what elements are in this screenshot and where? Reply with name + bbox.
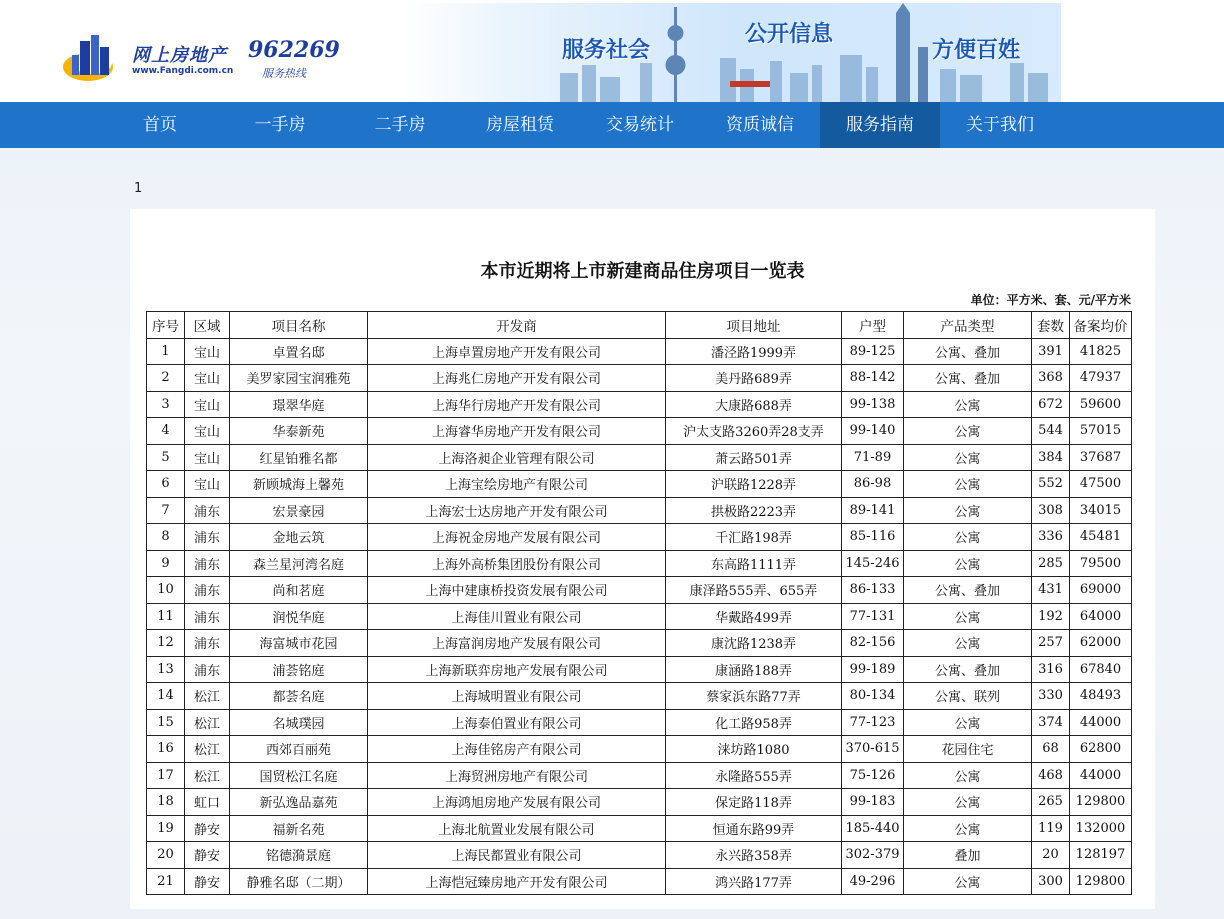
- hotline-number: 962269: [248, 37, 340, 63]
- table-cell: 45481: [1070, 524, 1132, 551]
- unit-note: 单位：平方米、套、元/平方米: [970, 293, 1131, 307]
- table-cell: 上海民都置业有限公司: [368, 842, 666, 869]
- table-cell: 99-140: [842, 418, 904, 445]
- table-cell: 119: [1032, 815, 1070, 842]
- column-header: 套数: [1032, 312, 1070, 339]
- table-cell: 卓置名邸: [230, 338, 368, 365]
- table-cell: 上海佳川置业有限公司: [368, 603, 666, 630]
- table-cell: 永兴路358弄: [666, 842, 842, 869]
- document-panel: [130, 209, 1155, 909]
- table-cell: 璟翠华庭: [230, 391, 368, 418]
- table-cell: 浦东: [185, 524, 230, 551]
- table-cell: 48493: [1070, 683, 1132, 710]
- table-cell: 公寓、联列: [904, 683, 1032, 710]
- table-cell: 67840: [1070, 656, 1132, 683]
- table-cell: 上海外高桥集团股份有限公司: [368, 550, 666, 577]
- table-cell: 59600: [1070, 391, 1132, 418]
- table-row: [147, 683, 1132, 710]
- site-header: [0, 0, 1224, 102]
- table-cell: 4: [147, 418, 185, 445]
- table-cell: 静安: [185, 815, 230, 842]
- table-cell: 金地云筑: [230, 524, 368, 551]
- table-cell: 12: [147, 630, 185, 657]
- table-cell: 浦荟铭庭: [230, 656, 368, 683]
- table-cell: 公寓: [904, 762, 1032, 789]
- table-cell: 上海睿华房地产开发有限公司: [368, 418, 666, 445]
- nav-item-new-homes[interactable]: 一手房: [254, 115, 306, 135]
- table-cell: 79500: [1070, 550, 1132, 577]
- table-cell: 上海北航置业发展有限公司: [368, 815, 666, 842]
- table-row: [147, 603, 1132, 630]
- table-cell: 391: [1032, 338, 1070, 365]
- table-cell: 公寓: [904, 391, 1032, 418]
- table-cell: 82-156: [842, 630, 904, 657]
- table-cell: 松江: [185, 762, 230, 789]
- table-cell: 新顾城海上馨苑: [230, 471, 368, 498]
- table-cell: 68: [1032, 736, 1070, 763]
- table-cell: 宝山: [185, 444, 230, 471]
- table-cell: 新弘逸品嘉苑: [230, 789, 368, 816]
- table-cell: 49-296: [842, 868, 904, 895]
- table-cell: 145-246: [842, 550, 904, 577]
- table-cell: 公寓、叠加: [904, 656, 1032, 683]
- table-cell: 185-440: [842, 815, 904, 842]
- table-cell: 18: [147, 789, 185, 816]
- table-cell: 336: [1032, 524, 1070, 551]
- table-cell: 544: [1032, 418, 1070, 445]
- table-cell: 57015: [1070, 418, 1132, 445]
- nav-item-resale-homes[interactable]: 二手房: [374, 115, 426, 135]
- table-cell: 上海中建康桥投资发展有限公司: [368, 577, 666, 604]
- nav-item-credentials[interactable]: 资质诚信: [726, 115, 794, 135]
- table-cell: 铭德漪景庭: [230, 842, 368, 869]
- table-cell: 公寓: [904, 709, 1032, 736]
- table-cell: 化工路958弄: [666, 709, 842, 736]
- table-cell: 62800: [1070, 736, 1132, 763]
- column-header: 产品类型: [904, 312, 1032, 339]
- table-cell: 192: [1032, 603, 1070, 630]
- table-cell: 拱极路2223弄: [666, 497, 842, 524]
- table-cell: 86-133: [842, 577, 904, 604]
- table-cell: 89-125: [842, 338, 904, 365]
- table-cell: 上海华行房地产开发有限公司: [368, 391, 666, 418]
- table-cell: 公寓: [904, 444, 1032, 471]
- table-cell: 上海鸿旭房地产发展有限公司: [368, 789, 666, 816]
- table-cell: 公寓、叠加: [904, 365, 1032, 392]
- column-header: 备案均价: [1070, 312, 1132, 339]
- table-cell: 浦东: [185, 630, 230, 657]
- table-row: [147, 762, 1132, 789]
- table-cell: 265: [1032, 789, 1070, 816]
- table-cell: 公寓: [904, 524, 1032, 551]
- table-cell: 80-134: [842, 683, 904, 710]
- table-cell: 37687: [1070, 444, 1132, 471]
- table-cell: 9: [147, 550, 185, 577]
- table-cell: 福新名苑: [230, 815, 368, 842]
- table-cell: 上海新联弈房地产发展有限公司: [368, 656, 666, 683]
- table-cell: 302-379: [842, 842, 904, 869]
- table-cell: 浦东: [185, 497, 230, 524]
- table-cell: 永隆路555弄: [666, 762, 842, 789]
- table-cell: 涞坊路1080: [666, 736, 842, 763]
- table-cell: 300: [1032, 868, 1070, 895]
- table-row: [147, 656, 1132, 683]
- table-cell: 15: [147, 709, 185, 736]
- table-cell: 上海恺冠臻房地产开发有限公司: [368, 868, 666, 895]
- table-cell: 大康路688弄: [666, 391, 842, 418]
- table-cell: 69000: [1070, 577, 1132, 604]
- table-cell: 浦东: [185, 656, 230, 683]
- header-banner: [0, 3, 1061, 102]
- table-row: [147, 338, 1132, 365]
- table-cell: 潘泾路1999弄: [666, 338, 842, 365]
- table-cell: 3: [147, 391, 185, 418]
- table-cell: 上海卓置房地产开发有限公司: [368, 338, 666, 365]
- table-cell: 上海祝金房地产发展有限公司: [368, 524, 666, 551]
- table-cell: 国贸松江名庭: [230, 762, 368, 789]
- table-cell: 尚和茗庭: [230, 577, 368, 604]
- table-cell: 浦东: [185, 603, 230, 630]
- project-listing-table: [146, 311, 1132, 895]
- column-header: 开发商: [368, 312, 666, 339]
- nav-item-about-us[interactable]: 关于我们: [966, 115, 1034, 135]
- table-cell: 松江: [185, 683, 230, 710]
- table-row: [147, 842, 1132, 869]
- table-row: [147, 444, 1132, 471]
- table-row: [147, 868, 1132, 895]
- table-cell: 99-183: [842, 789, 904, 816]
- table-cell: 上海富润房地产发展有限公司: [368, 630, 666, 657]
- table-cell: 85-116: [842, 524, 904, 551]
- slogan-1: 服务社会: [562, 37, 651, 63]
- table-cell: 沪联路1228弄: [666, 471, 842, 498]
- main-nav: [0, 102, 1224, 148]
- table-cell: 宝山: [185, 471, 230, 498]
- table-row: [147, 471, 1132, 498]
- table-cell: 129800: [1070, 789, 1132, 816]
- column-header: 户型: [842, 312, 904, 339]
- table-cell: 17: [147, 762, 185, 789]
- table-cell: 374: [1032, 709, 1070, 736]
- table-cell: 1: [147, 338, 185, 365]
- table-cell: 华泰新苑: [230, 418, 368, 445]
- table-cell: 浦东: [185, 550, 230, 577]
- table-cell: 7: [147, 497, 185, 524]
- table-cell: 21: [147, 868, 185, 895]
- table-cell: 10: [147, 577, 185, 604]
- table-cell: 672: [1032, 391, 1070, 418]
- table-row: [147, 815, 1132, 842]
- table-cell: 萧云路501弄: [666, 444, 842, 471]
- table-cell: 名城璞园: [230, 709, 368, 736]
- nav-item-transaction-stats[interactable]: 交易统计: [606, 115, 674, 135]
- table-cell: 11: [147, 603, 185, 630]
- table-cell: 美丹路689弄: [666, 365, 842, 392]
- column-header: 序号: [147, 312, 185, 339]
- table-cell: 叠加: [904, 842, 1032, 869]
- table-row: [147, 418, 1132, 445]
- table-cell: 64000: [1070, 603, 1132, 630]
- table-cell: 公寓: [904, 497, 1032, 524]
- table-cell: 257: [1032, 630, 1070, 657]
- table-cell: 62000: [1070, 630, 1132, 657]
- nav-item-home[interactable]: 首页: [143, 115, 177, 135]
- table-cell: 上海贸洲房地产有限公司: [368, 762, 666, 789]
- table-cell: 公寓、叠加: [904, 577, 1032, 604]
- slogan-2: 公开信息: [745, 21, 834, 47]
- table-cell: 77-131: [842, 603, 904, 630]
- table-cell: 公寓: [904, 868, 1032, 895]
- table-cell: 上海城明置业有限公司: [368, 683, 666, 710]
- table-cell: 上海佳铭房产有限公司: [368, 736, 666, 763]
- table-cell: 128197: [1070, 842, 1132, 869]
- table-cell: 132000: [1070, 815, 1132, 842]
- column-header: 项目名称: [230, 312, 368, 339]
- table-cell: 468: [1032, 762, 1070, 789]
- table-row: [147, 365, 1132, 392]
- table-cell: 19: [147, 815, 185, 842]
- table-cell: 88-142: [842, 365, 904, 392]
- table-cell: 宝山: [185, 418, 230, 445]
- table-cell: 5: [147, 444, 185, 471]
- table-cell: 公寓: [904, 630, 1032, 657]
- table-cell: 公寓: [904, 603, 1032, 630]
- table-cell: 44000: [1070, 709, 1132, 736]
- table-row: [147, 630, 1132, 657]
- table-cell: 蔡家浜东路77弄: [666, 683, 842, 710]
- table-cell: 8: [147, 524, 185, 551]
- table-cell: 公寓: [904, 789, 1032, 816]
- table-cell: 上海洛昶企业管理有限公司: [368, 444, 666, 471]
- table-cell: 东高路1111弄: [666, 550, 842, 577]
- table-cell: 鸿兴路177弄: [666, 868, 842, 895]
- table-cell: 华戴路499弄: [666, 603, 842, 630]
- hotline-label: 服务热线: [262, 67, 306, 80]
- table-cell: 16: [147, 736, 185, 763]
- table-cell: 384: [1032, 444, 1070, 471]
- table-header-row: [147, 312, 1132, 339]
- table-body: [147, 338, 1132, 895]
- table-cell: 368: [1032, 365, 1070, 392]
- table-cell: 松江: [185, 709, 230, 736]
- column-header: 区域: [185, 312, 230, 339]
- table-row: [147, 709, 1132, 736]
- table-cell: 330: [1032, 683, 1070, 710]
- table-cell: 康涵路188弄: [666, 656, 842, 683]
- table-cell: 松江: [185, 736, 230, 763]
- table-cell: 虹口: [185, 789, 230, 816]
- table-cell: 美罗家园宝润雅苑: [230, 365, 368, 392]
- table-cell: 285: [1032, 550, 1070, 577]
- logo-building-icon[interactable]: [62, 33, 122, 85]
- table-cell: 沪太支路3260弄28支弄: [666, 418, 842, 445]
- table-row: [147, 550, 1132, 577]
- table-row: [147, 524, 1132, 551]
- table-cell: 99-138: [842, 391, 904, 418]
- table-cell: 花园住宅: [904, 736, 1032, 763]
- table-cell: 森兰星河湾名庭: [230, 550, 368, 577]
- slogan-3: 方便百姓: [932, 37, 1021, 63]
- table-cell: 静安: [185, 842, 230, 869]
- table-cell: 恒通东路99弄: [666, 815, 842, 842]
- table-cell: 海富城市花园: [230, 630, 368, 657]
- table-cell: 86-98: [842, 471, 904, 498]
- table-cell: 77-123: [842, 709, 904, 736]
- table-cell: 129800: [1070, 868, 1132, 895]
- table-cell: 千汇路198弄: [666, 524, 842, 551]
- table-cell: 89-141: [842, 497, 904, 524]
- table-cell: 75-126: [842, 762, 904, 789]
- table-row: [147, 497, 1132, 524]
- table-cell: 13: [147, 656, 185, 683]
- document-title: 本市近期将上市新建商品住房项目一览表: [480, 261, 805, 282]
- table-cell: 47500: [1070, 471, 1132, 498]
- table-cell: 都荟名庭: [230, 683, 368, 710]
- column-header: 项目地址: [666, 312, 842, 339]
- table-cell: 保定路118弄: [666, 789, 842, 816]
- table-cell: 44000: [1070, 762, 1132, 789]
- table-cell: 宝山: [185, 365, 230, 392]
- logo-title[interactable]: 网上房地产: [132, 45, 227, 66]
- table-cell: 西郊百丽苑: [230, 736, 368, 763]
- table-cell: 2: [147, 365, 185, 392]
- table-cell: 41825: [1070, 338, 1132, 365]
- table-cell: 20: [147, 842, 185, 869]
- table-cell: 上海宝绘房地产有限公司: [368, 471, 666, 498]
- table-cell: 99-189: [842, 656, 904, 683]
- table-cell: 润悦华庭: [230, 603, 368, 630]
- table-row: [147, 789, 1132, 816]
- table-cell: 公寓: [904, 418, 1032, 445]
- table-row: [147, 391, 1132, 418]
- table-cell: 316: [1032, 656, 1070, 683]
- table-row: [147, 577, 1132, 604]
- table-cell: 静安: [185, 868, 230, 895]
- table-cell: 公寓: [904, 471, 1032, 498]
- table-cell: 6: [147, 471, 185, 498]
- page-number: 1: [134, 181, 143, 196]
- table-cell: 浦东: [185, 577, 230, 604]
- table-cell: 552: [1032, 471, 1070, 498]
- table-cell: 431: [1032, 577, 1070, 604]
- table-cell: 308: [1032, 497, 1070, 524]
- nav-item-service-guide[interactable]: 服务指南: [820, 102, 940, 148]
- table-cell: 上海泰伯置业有限公司: [368, 709, 666, 736]
- table-cell: 公寓、叠加: [904, 338, 1032, 365]
- table-cell: 上海宏士达房地产开发有限公司: [368, 497, 666, 524]
- table-cell: 公寓: [904, 550, 1032, 577]
- table-cell: 康泽路555弄、655弄: [666, 577, 842, 604]
- table-cell: 宝山: [185, 338, 230, 365]
- table-cell: 370-615: [842, 736, 904, 763]
- table-cell: 上海兆仁房地产开发有限公司: [368, 365, 666, 392]
- table-cell: 康沈路1238弄: [666, 630, 842, 657]
- nav-item-rental[interactable]: 房屋租赁: [486, 115, 554, 135]
- table-cell: 71-89: [842, 444, 904, 471]
- table-cell: 静雅名邸（二期）: [230, 868, 368, 895]
- table-row: [147, 736, 1132, 763]
- table-cell: 14: [147, 683, 185, 710]
- table-cell: 宏景豪园: [230, 497, 368, 524]
- logo-url: www.Fangdi.com.cn: [132, 66, 234, 76]
- table-cell: 47937: [1070, 365, 1132, 392]
- table-cell: 34015: [1070, 497, 1132, 524]
- table-cell: 20: [1032, 842, 1070, 869]
- table-cell: 宝山: [185, 391, 230, 418]
- table-cell: 公寓: [904, 815, 1032, 842]
- table-cell: 红星铂雅名都: [230, 444, 368, 471]
